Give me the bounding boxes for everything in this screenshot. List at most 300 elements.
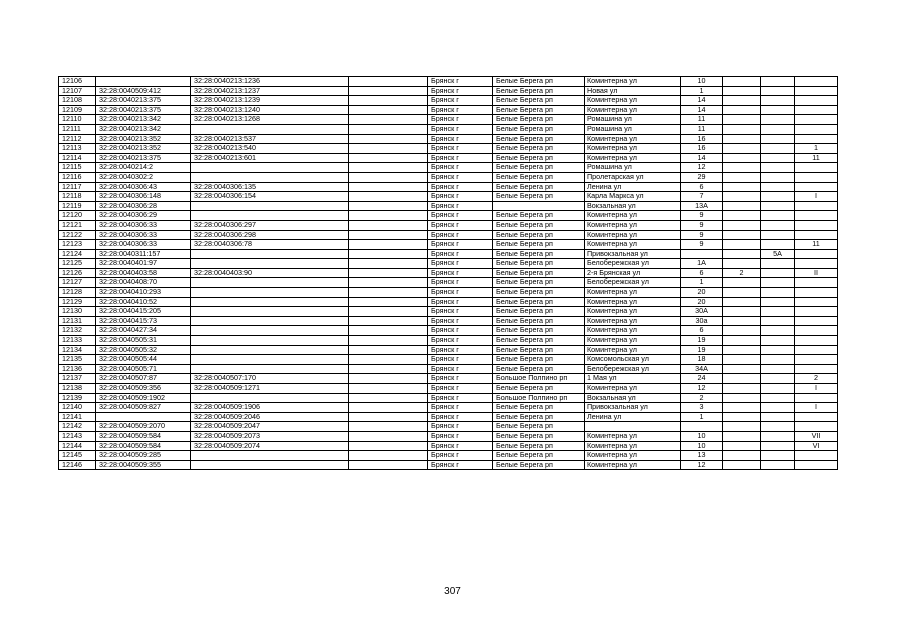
house-number-cell: 14 (681, 96, 723, 106)
row-id-cell: 12134 (59, 345, 96, 355)
house-number-cell: 20 (681, 297, 723, 307)
table-row (59, 230, 838, 240)
house-number-cell: 30А (681, 307, 723, 317)
cadastral-number-cell: 32:28:0040306:29 (96, 211, 191, 221)
apartment-number-cell: I (795, 403, 838, 413)
city-cell: Брянск г (428, 345, 493, 355)
building-number-cell (723, 259, 761, 269)
apartment-number-cell (795, 115, 838, 125)
table-row (59, 211, 838, 221)
street-cell: Коминтерна ул (585, 153, 681, 163)
linked-cadastral-number-cell: 32:28:0040509:2047 (191, 422, 349, 432)
building-number-cell (723, 249, 761, 259)
table-row (59, 240, 838, 250)
row-id-cell: 12125 (59, 259, 96, 269)
building-number-cell (723, 441, 761, 451)
house-number-cell (681, 422, 723, 432)
house-number-cell: 6 (681, 182, 723, 192)
linked-cadastral-number-cell (191, 297, 349, 307)
settlement-cell: Белые Берега рп (493, 422, 585, 432)
city-cell: Брянск г (428, 240, 493, 250)
street-cell: Белобережская ул (585, 278, 681, 288)
extra-field-cell (349, 336, 428, 346)
cadastral-number-cell: 32:28:0040410:293 (96, 288, 191, 298)
building-number-cell (723, 307, 761, 317)
extra-field-cell (349, 230, 428, 240)
cadastral-number-cell: 32:28:0040213:352 (96, 134, 191, 144)
street-cell: Коминтерна ул (585, 96, 681, 106)
linked-cadastral-number-cell: 32:28:0040213:537 (191, 134, 349, 144)
structure-number-cell (761, 211, 795, 221)
linked-cadastral-number-cell: 32:28:0040306:135 (191, 182, 349, 192)
building-number-cell (723, 105, 761, 115)
extra-field-cell (349, 441, 428, 451)
row-id-cell: 12126 (59, 268, 96, 278)
settlement-cell: Большое Полпино рп (493, 374, 585, 384)
cadastral-number-cell: 32:28:0040415:73 (96, 316, 191, 326)
street-cell: Вокзальная ул (585, 201, 681, 211)
city-cell: Брянск г (428, 422, 493, 432)
extra-field-cell (349, 240, 428, 250)
city-cell: Брянск г (428, 460, 493, 470)
city-cell: Брянск г (428, 134, 493, 144)
extra-field-cell (349, 211, 428, 221)
structure-number-cell (761, 268, 795, 278)
street-cell: Коминтерна ул (585, 336, 681, 346)
settlement-cell: Белые Берега рп (493, 105, 585, 115)
house-number-cell: 16 (681, 134, 723, 144)
extra-field-cell (349, 182, 428, 192)
house-number-cell: 24 (681, 374, 723, 384)
structure-number-cell (761, 240, 795, 250)
house-number-cell: 9 (681, 230, 723, 240)
structure-number-cell (761, 336, 795, 346)
cadastral-number-cell: 32:28:0040509:827 (96, 403, 191, 413)
cadastral-number-cell: 32:28:0040306:33 (96, 240, 191, 250)
apartment-number-cell: VI (795, 441, 838, 451)
row-id-cell: 12121 (59, 220, 96, 230)
settlement-cell: Белые Берега рп (493, 220, 585, 230)
house-number-cell: 29 (681, 172, 723, 182)
table-row (59, 345, 838, 355)
table-row (59, 268, 838, 278)
settlement-cell: Белые Берега рп (493, 441, 585, 451)
cadastral-number-cell: 32:28:0040213:375 (96, 153, 191, 163)
linked-cadastral-number-cell (191, 163, 349, 173)
extra-field-cell (349, 86, 428, 96)
linked-cadastral-number-cell: 32:28:0040213:1237 (191, 86, 349, 96)
cadastral-number-cell: 32:28:0040509:1902 (96, 393, 191, 403)
house-number-cell (681, 249, 723, 259)
structure-number-cell (761, 403, 795, 413)
cadastral-number-cell: 32:28:0040410:52 (96, 297, 191, 307)
apartment-number-cell (795, 307, 838, 317)
city-cell: Брянск г (428, 172, 493, 182)
settlement-cell: Белые Берега рп (493, 412, 585, 422)
city-cell: Брянск г (428, 163, 493, 173)
apartment-number-cell (795, 355, 838, 365)
extra-field-cell (349, 345, 428, 355)
house-number-cell: 13 (681, 451, 723, 461)
table-row (59, 384, 838, 394)
table-row (59, 326, 838, 336)
structure-number-cell (761, 288, 795, 298)
street-cell: Ромашина ул (585, 124, 681, 134)
structure-number-cell (761, 431, 795, 441)
apartment-number-cell (795, 393, 838, 403)
house-number-cell: 9 (681, 240, 723, 250)
linked-cadastral-number-cell (191, 259, 349, 269)
building-number-cell (723, 412, 761, 422)
city-cell: Брянск г (428, 278, 493, 288)
extra-field-cell (349, 192, 428, 202)
city-cell: Брянск г (428, 307, 493, 317)
street-cell: Привокзальная ул (585, 403, 681, 413)
cadastral-number-cell: 32:28:0040302:2 (96, 172, 191, 182)
linked-cadastral-number-cell: 32:28:0040213:1268 (191, 115, 349, 125)
street-cell: Новая ул (585, 86, 681, 96)
house-number-cell: 10 (681, 441, 723, 451)
row-id-cell: 12144 (59, 441, 96, 451)
table-row (59, 96, 838, 106)
settlement-cell: Белые Берега рп (493, 278, 585, 288)
linked-cadastral-number-cell: 32:28:0040306:78 (191, 240, 349, 250)
row-id-cell: 12107 (59, 86, 96, 96)
settlement-cell: Белые Берега рп (493, 307, 585, 317)
table-row (59, 460, 838, 470)
apartment-number-cell (795, 336, 838, 346)
row-id-cell: 12111 (59, 124, 96, 134)
street-cell: 1 Мая ул (585, 374, 681, 384)
cadastral-number-cell: 32:28:0040306:28 (96, 201, 191, 211)
row-id-cell: 12131 (59, 316, 96, 326)
structure-number-cell (761, 345, 795, 355)
building-number-cell: 2 (723, 268, 761, 278)
extra-field-cell (349, 422, 428, 432)
row-id-cell: 12119 (59, 201, 96, 211)
row-id-cell: 12129 (59, 297, 96, 307)
settlement-cell: Большое Полпино рп (493, 393, 585, 403)
settlement-cell: Белые Берега рп (493, 384, 585, 394)
cadastral-number-cell: 32:28:0040415:205 (96, 307, 191, 317)
table-row (59, 115, 838, 125)
cadastral-number-cell: 32:28:0040311:157 (96, 249, 191, 259)
building-number-cell (723, 77, 761, 87)
cadastral-number-cell: 32:28:0040509:412 (96, 86, 191, 96)
street-cell: Коминтерна ул (585, 240, 681, 250)
building-number-cell (723, 220, 761, 230)
cadastral-number-cell: 32:28:0040306:33 (96, 230, 191, 240)
settlement-cell: Белые Берега рп (493, 134, 585, 144)
linked-cadastral-number-cell (191, 451, 349, 461)
structure-number-cell (761, 144, 795, 154)
cadastral-number-cell: 32:28:0040509:356 (96, 384, 191, 394)
house-number-cell: 11 (681, 115, 723, 125)
city-cell: Брянск г (428, 316, 493, 326)
cadastral-number-cell: 32:28:0040306:33 (96, 220, 191, 230)
city-cell: Брянск г (428, 96, 493, 106)
cadastral-number-cell: 32:28:0040213:375 (96, 105, 191, 115)
street-cell: Коминтерна ул (585, 316, 681, 326)
row-id-cell: 12135 (59, 355, 96, 365)
table-row (59, 259, 838, 269)
linked-cadastral-number-cell: 32:28:0040509:2046 (191, 412, 349, 422)
apartment-number-cell (795, 364, 838, 374)
house-number-cell: 12 (681, 460, 723, 470)
structure-number-cell (761, 364, 795, 374)
street-cell: Ленина ул (585, 412, 681, 422)
table-row (59, 374, 838, 384)
apartment-number-cell (795, 182, 838, 192)
row-id-cell: 12116 (59, 172, 96, 182)
table-row (59, 403, 838, 413)
cadastral-number-cell: 32:28:0040505:71 (96, 364, 191, 374)
data-table (58, 76, 838, 470)
extra-field-cell (349, 259, 428, 269)
house-number-cell: 12 (681, 384, 723, 394)
table-body (59, 77, 838, 470)
row-id-cell: 12113 (59, 144, 96, 154)
street-cell: Коминтерна ул (585, 230, 681, 240)
extra-field-cell (349, 326, 428, 336)
apartment-number-cell: 2 (795, 374, 838, 384)
extra-field-cell (349, 288, 428, 298)
cadastral-number-cell: 32:28:0040509:355 (96, 460, 191, 470)
settlement-cell: Белые Берега рп (493, 460, 585, 470)
building-number-cell (723, 230, 761, 240)
house-number-cell: 7 (681, 192, 723, 202)
building-number-cell (723, 240, 761, 250)
cadastral-number-cell: 32:28:0040427:34 (96, 326, 191, 336)
city-cell: Брянск г (428, 220, 493, 230)
settlement-cell: Белые Берега рп (493, 172, 585, 182)
street-cell: Ромашина ул (585, 115, 681, 125)
row-id-cell: 12120 (59, 211, 96, 221)
building-number-cell (723, 336, 761, 346)
street-cell: Ромашина ул (585, 163, 681, 173)
building-number-cell (723, 326, 761, 336)
house-number-cell: 1 (681, 412, 723, 422)
apartment-number-cell (795, 201, 838, 211)
house-number-cell: 13А (681, 201, 723, 211)
settlement-cell: Белые Берега рп (493, 240, 585, 250)
linked-cadastral-number-cell (191, 201, 349, 211)
street-cell: Коминтерна ул (585, 105, 681, 115)
structure-number-cell (761, 412, 795, 422)
city-cell: Брянск г (428, 182, 493, 192)
structure-number-cell (761, 134, 795, 144)
street-cell: Коминтерна ул (585, 134, 681, 144)
extra-field-cell (349, 201, 428, 211)
building-number-cell (723, 316, 761, 326)
building-number-cell (723, 288, 761, 298)
settlement-cell: Белые Берега рп (493, 77, 585, 87)
city-cell: Брянск г (428, 192, 493, 202)
building-number-cell (723, 393, 761, 403)
table-row (59, 134, 838, 144)
city-cell: Брянск г (428, 403, 493, 413)
cadastral-number-cell: 32:28:0040213:352 (96, 144, 191, 154)
cadastral-number-cell: 32:28:0040213:342 (96, 124, 191, 134)
structure-number-cell (761, 278, 795, 288)
building-number-cell (723, 384, 761, 394)
settlement-cell: Белые Берега рп (493, 431, 585, 441)
row-id-cell: 12139 (59, 393, 96, 403)
apartment-number-cell (795, 163, 838, 173)
apartment-number-cell: I (795, 192, 838, 202)
house-number-cell: 6 (681, 326, 723, 336)
city-cell: Брянск г (428, 77, 493, 87)
extra-field-cell (349, 374, 428, 384)
cadastral-number-cell: 32:28:0040509:285 (96, 451, 191, 461)
apartment-number-cell: II (795, 268, 838, 278)
linked-cadastral-number-cell: 32:28:0040306:298 (191, 230, 349, 240)
table-row (59, 297, 838, 307)
cadastral-number-cell: 32:28:0040505:31 (96, 336, 191, 346)
structure-number-cell (761, 441, 795, 451)
apartment-number-cell (795, 172, 838, 182)
table-row (59, 412, 838, 422)
city-cell: Брянск г (428, 355, 493, 365)
row-id-cell: 12141 (59, 412, 96, 422)
building-number-cell (723, 355, 761, 365)
linked-cadastral-number-cell: 32:28:0040213:1240 (191, 105, 349, 115)
building-number-cell (723, 460, 761, 470)
structure-number-cell (761, 384, 795, 394)
extra-field-cell (349, 134, 428, 144)
extra-field-cell (349, 384, 428, 394)
house-number-cell: 1А (681, 259, 723, 269)
apartment-number-cell (795, 412, 838, 422)
city-cell: Брянск г (428, 412, 493, 422)
extra-field-cell (349, 163, 428, 173)
apartment-number-cell (795, 451, 838, 461)
row-id-cell: 12128 (59, 288, 96, 298)
city-cell: Брянск г (428, 288, 493, 298)
linked-cadastral-number-cell (191, 355, 349, 365)
house-number-cell: 11 (681, 124, 723, 134)
building-number-cell (723, 96, 761, 106)
table-row (59, 278, 838, 288)
city-cell: Брянск г (428, 441, 493, 451)
settlement-cell: Белые Берега рп (493, 249, 585, 259)
table-row (59, 124, 838, 134)
settlement-cell: Белые Берега рп (493, 364, 585, 374)
extra-field-cell (349, 220, 428, 230)
extra-field-cell (349, 393, 428, 403)
street-cell: Карла Маркса ул (585, 192, 681, 202)
street-cell: Белобережская ул (585, 259, 681, 269)
linked-cadastral-number-cell (191, 460, 349, 470)
house-number-cell: 14 (681, 153, 723, 163)
row-id-cell: 12136 (59, 364, 96, 374)
city-cell: Брянск г (428, 393, 493, 403)
linked-cadastral-number-cell: 32:28:0040507:170 (191, 374, 349, 384)
structure-number-cell (761, 201, 795, 211)
building-number-cell (723, 172, 761, 182)
row-id-cell: 12117 (59, 182, 96, 192)
extra-field-cell (349, 268, 428, 278)
city-cell: Брянск г (428, 201, 493, 211)
apartment-number-cell (795, 288, 838, 298)
settlement-cell: Белые Берега рп (493, 96, 585, 106)
apartment-number-cell (795, 220, 838, 230)
row-id-cell: 12143 (59, 431, 96, 441)
apartment-number-cell (795, 105, 838, 115)
house-number-cell: 3 (681, 403, 723, 413)
structure-number-cell (761, 96, 795, 106)
city-cell: Брянск г (428, 326, 493, 336)
building-number-cell (723, 345, 761, 355)
building-number-cell (723, 163, 761, 173)
structure-number-cell (761, 326, 795, 336)
linked-cadastral-number-cell (191, 393, 349, 403)
structure-number-cell (761, 393, 795, 403)
street-cell: Коминтерна ул (585, 297, 681, 307)
linked-cadastral-number-cell: 32:28:0040509:2073 (191, 431, 349, 441)
cadastral-number-cell: 32:28:0040403:58 (96, 268, 191, 278)
extra-field-cell (349, 77, 428, 87)
street-cell: Коминтерна ул (585, 211, 681, 221)
house-number-cell: 18 (681, 355, 723, 365)
apartment-number-cell (795, 278, 838, 288)
building-number-cell (723, 422, 761, 432)
table-row (59, 422, 838, 432)
apartment-number-cell (795, 230, 838, 240)
linked-cadastral-number-cell: 32:28:0040509:2074 (191, 441, 349, 451)
row-id-cell: 12109 (59, 105, 96, 115)
table-row (59, 249, 838, 259)
linked-cadastral-number-cell (191, 364, 349, 374)
linked-cadastral-number-cell: 32:28:0040213:1239 (191, 96, 349, 106)
row-id-cell: 12127 (59, 278, 96, 288)
structure-number-cell (761, 163, 795, 173)
house-number-cell: 10 (681, 431, 723, 441)
row-id-cell: 12106 (59, 77, 96, 87)
cadastral-number-cell: 32:28:0040505:44 (96, 355, 191, 365)
extra-field-cell (349, 355, 428, 365)
structure-number-cell (761, 182, 795, 192)
extra-field-cell (349, 412, 428, 422)
cadastral-number-cell (96, 77, 191, 87)
structure-number-cell (761, 172, 795, 182)
house-number-cell: 2 (681, 393, 723, 403)
house-number-cell: 1 (681, 86, 723, 96)
street-cell: Вокзальная ул (585, 393, 681, 403)
row-id-cell: 12146 (59, 460, 96, 470)
table-row (59, 172, 838, 182)
structure-number-cell (761, 115, 795, 125)
linked-cadastral-number-cell: 32:28:0040213:540 (191, 144, 349, 154)
apartment-number-cell (795, 259, 838, 269)
row-id-cell: 12133 (59, 336, 96, 346)
house-number-cell: 16 (681, 144, 723, 154)
table-row (59, 105, 838, 115)
building-number-cell (723, 364, 761, 374)
structure-number-cell (761, 451, 795, 461)
row-id-cell: 12115 (59, 163, 96, 173)
extra-field-cell (349, 96, 428, 106)
apartment-number-cell (795, 297, 838, 307)
structure-number-cell (761, 86, 795, 96)
house-number-cell: 6 (681, 268, 723, 278)
table-row (59, 77, 838, 87)
settlement-cell: Белые Берега рп (493, 345, 585, 355)
structure-number-cell (761, 307, 795, 317)
building-number-cell (723, 297, 761, 307)
structure-number-cell (761, 374, 795, 384)
table-row (59, 441, 838, 451)
